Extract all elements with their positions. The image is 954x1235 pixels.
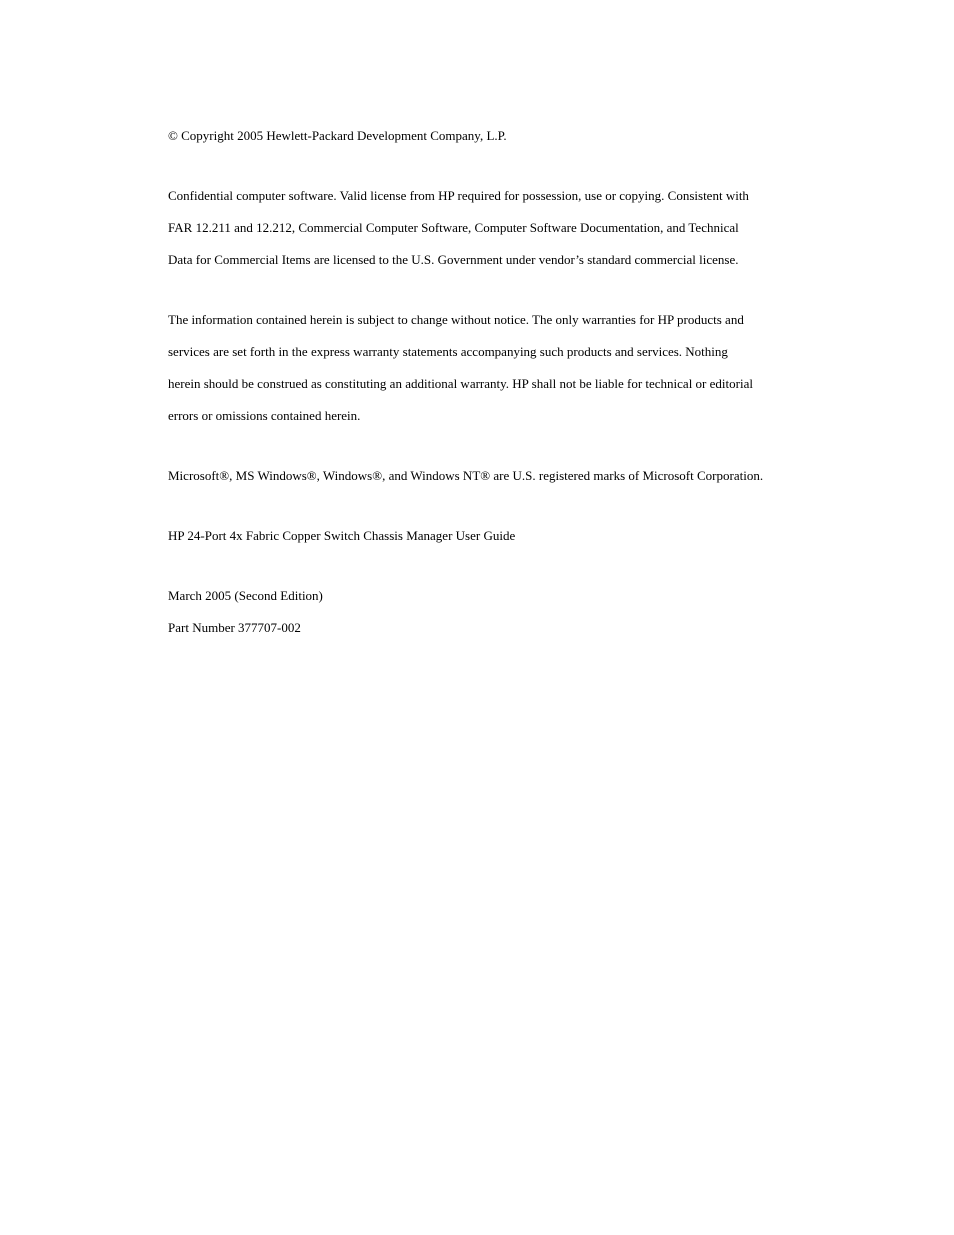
warranty-line: The information contained herein is subject to change without notice. The only warranties for HP products and xyxy=(168,312,744,327)
edition-info xyxy=(168,572,828,652)
license-line: Confidential computer software. Valid license from HP required for possession, use or copying. Consistent with xyxy=(168,188,749,203)
trademark-line: Microsoft®, MS Windows®, Windows®, and Windows NT® are U.S. registered marks of Microsoft Corporation. xyxy=(168,468,764,483)
title-line: HP 24-Port 4x Fabric Copper Switch Chassis Manager User Guide xyxy=(168,528,516,543)
warranty-line: herein should be construed as constituting an additional warranty. HP shall not be liable for technical or editorial xyxy=(168,376,753,391)
warranty-line: services are set forth in the express warranty statements accompanying such products and services. Nothing xyxy=(168,344,728,359)
part-number-line: Part Number 377707-002 xyxy=(168,620,301,635)
edition-line: March 2005 (Second Edition) xyxy=(168,588,323,603)
copyright-line: © Copyright 2005 Hewlett-Packard Development Company, L.P. xyxy=(168,128,507,143)
legal-notice xyxy=(168,112,828,664)
trademark-notice xyxy=(168,452,828,500)
license-line: Data for Commercial Items are licensed to the U.S. Government under vendor’s standard commercial license. xyxy=(168,252,739,267)
license-line: FAR 12.211 and 12.212, Commercial Computer Software, Computer Software Documentation, and Technical xyxy=(168,220,739,235)
warranty-line: errors or omissions contained herein. xyxy=(168,408,361,423)
copyright-notice xyxy=(168,112,828,160)
license-paragraph xyxy=(168,172,828,284)
warranty-paragraph xyxy=(168,296,828,440)
document-title xyxy=(168,512,828,560)
